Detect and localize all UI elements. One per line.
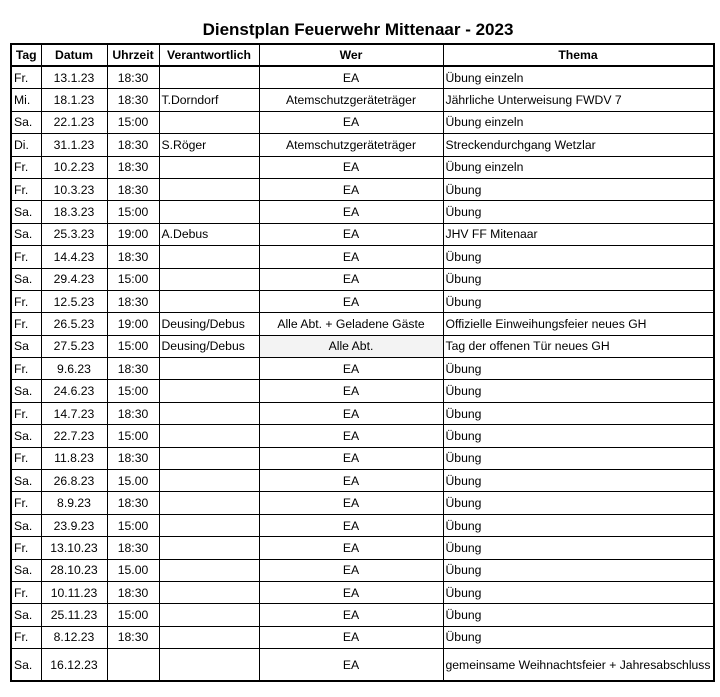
cell-thema: Übung [443,447,714,469]
cell-thema: Tag der offenen Tür neues GH [443,335,714,357]
cell-wer: EA [259,492,443,514]
cell-tag: Mi. [11,89,41,111]
cell-tag: Fr. [11,290,41,312]
cell-tag: Sa. [11,380,41,402]
cell-tag: Fr. [11,492,41,514]
cell-thema: Übung [443,537,714,559]
cell-uhrzeit: 18:30 [107,134,159,156]
cell-wer: Alle Abt. + Geladene Gäste [259,313,443,335]
cell-wer: EA [259,649,443,682]
schedule-table [10,43,715,682]
table-row [11,559,714,581]
cell-uhrzeit: 15:00 [107,604,159,626]
table-row [11,111,714,133]
table-row [11,156,714,178]
page-title: Dienstplan Feuerwehr Mittenaar - 2023 [202,20,514,39]
table-row [11,201,714,223]
cell-thema: Übung [443,178,714,200]
header-tag: Tag [11,44,41,66]
cell-thema: Übung [443,402,714,424]
cell-tag: Sa. [11,470,41,492]
cell-datum: 8.9.23 [41,492,107,514]
table-row [11,470,714,492]
cell-tag: Fr. [11,447,41,469]
cell-wer: Alle Abt. [259,335,443,357]
cell-datum: 10.2.23 [41,156,107,178]
cell-datum: 25.3.23 [41,223,107,245]
cell-uhrzeit: 18:30 [107,492,159,514]
header-row [11,44,714,66]
cell-wer: EA [259,178,443,200]
cell-tag: Sa. [11,649,41,682]
cell-wer: EA [259,537,443,559]
table-row [11,626,714,648]
header-wer: Wer [259,44,443,66]
cell-datum: 16.12.23 [41,649,107,682]
cell-verantwortlich [159,626,259,648]
cell-tag: Fr. [11,358,41,380]
cell-wer: Atemschutzgeräteträger [259,89,443,111]
cell-datum: 24.6.23 [41,380,107,402]
cell-wer: EA [259,514,443,536]
cell-verantwortlich [159,380,259,402]
cell-verantwortlich: A.Debus [159,223,259,245]
cell-tag: Fr. [11,66,41,89]
cell-wer: EA [259,425,443,447]
cell-wer: EA [259,223,443,245]
cell-datum: 25.11.23 [41,604,107,626]
cell-tag: Fr. [11,156,41,178]
header-datum: Datum [41,44,107,66]
cell-datum: 27.5.23 [41,335,107,357]
cell-wer: EA [259,290,443,312]
cell-uhrzeit: 18:30 [107,178,159,200]
cell-uhrzeit: 15:00 [107,335,159,357]
cell-uhrzeit: 18:30 [107,156,159,178]
cell-wer: EA [259,66,443,89]
cell-verantwortlich [159,447,259,469]
cell-thema: Übung [443,604,714,626]
cell-datum: 13.10.23 [41,537,107,559]
cell-uhrzeit: 18:30 [107,358,159,380]
cell-thema: Jährliche Unterweisung FWDV 7 [443,89,714,111]
cell-verantwortlich [159,559,259,581]
cell-uhrzeit: 15:00 [107,514,159,536]
cell-wer: EA [259,380,443,402]
cell-thema: Übung einzeln [443,156,714,178]
cell-verantwortlich [159,402,259,424]
cell-datum: 18.3.23 [41,201,107,223]
cell-verantwortlich [159,178,259,200]
cell-datum: 31.1.23 [41,134,107,156]
cell-uhrzeit: 18:30 [107,537,159,559]
cell-thema: Übung [443,358,714,380]
table-row [11,246,714,268]
cell-datum: 18.1.23 [41,89,107,111]
cell-tag: Fr. [11,402,41,424]
cell-verantwortlich [159,290,259,312]
cell-thema: Übung [443,268,714,290]
cell-verantwortlich [159,581,259,603]
cell-datum: 28.10.23 [41,559,107,581]
cell-datum: 14.7.23 [41,402,107,424]
table-row [11,514,714,536]
cell-tag: Sa. [11,559,41,581]
cell-datum: 13.1.23 [41,66,107,89]
cell-wer: EA [259,201,443,223]
cell-tag: Sa. [11,425,41,447]
cell-thema: Übung [443,514,714,536]
table-row [11,380,714,402]
cell-tag: Sa. [11,514,41,536]
cell-wer: EA [259,470,443,492]
cell-uhrzeit: 18:30 [107,66,159,89]
cell-tag: Fr. [11,581,41,603]
table-row [11,268,714,290]
cell-wer: EA [259,246,443,268]
table-row [11,649,714,682]
cell-thema: Übung [443,425,714,447]
cell-tag: Fr. [11,178,41,200]
table-row [11,223,714,245]
cell-datum: 23.9.23 [41,514,107,536]
cell-datum: 29.4.23 [41,268,107,290]
cell-tag: Fr. [11,537,41,559]
cell-datum: 12.5.23 [41,290,107,312]
cell-thema: gemeinsame Weihnachtsfeier + Jahresabschluss [443,649,714,682]
cell-thema: Übung [443,470,714,492]
cell-uhrzeit: 18:30 [107,246,159,268]
cell-thema: Übung [443,559,714,581]
cell-wer: EA [259,268,443,290]
cell-wer: EA [259,111,443,133]
header-verantwortlich: Verantwortlich [159,44,259,66]
table-row [11,313,714,335]
table-row [11,447,714,469]
cell-verantwortlich [159,425,259,447]
cell-thema: Übung [443,246,714,268]
table-row [11,134,714,156]
cell-datum: 22.1.23 [41,111,107,133]
cell-verantwortlich [159,537,259,559]
table-row [11,290,714,312]
cell-thema: Übung [443,201,714,223]
cell-thema: Übung einzeln [443,66,714,89]
cell-thema: Streckendurchgang Wetzlar [443,134,714,156]
cell-uhrzeit: 18:30 [107,89,159,111]
table-row [11,89,714,111]
cell-uhrzeit: 19:00 [107,313,159,335]
header-thema: Thema [443,44,714,66]
cell-uhrzeit: 15:00 [107,380,159,402]
cell-thema: Übung einzeln [443,111,714,133]
cell-verantwortlich [159,649,259,682]
table-row [11,537,714,559]
cell-wer: Atemschutzgeräteträger [259,134,443,156]
table-row [11,425,714,447]
cell-tag: Sa. [11,223,41,245]
cell-uhrzeit: 18:30 [107,626,159,648]
cell-tag: Sa [11,335,41,357]
table-row [11,335,714,357]
cell-verantwortlich: T.Dorndorf [159,89,259,111]
cell-thema: Offizielle Einweihungsfeier neues GH [443,313,714,335]
cell-verantwortlich [159,111,259,133]
cell-uhrzeit: 19:00 [107,223,159,245]
cell-thema: Übung [443,581,714,603]
cell-thema: Übung [443,380,714,402]
cell-verantwortlich [159,156,259,178]
cell-uhrzeit: 15.00 [107,559,159,581]
cell-tag: Sa. [11,201,41,223]
cell-verantwortlich [159,514,259,536]
cell-datum: 10.3.23 [41,178,107,200]
cell-thema: Übung [443,626,714,648]
cell-tag: Sa. [11,111,41,133]
cell-datum: 9.6.23 [41,358,107,380]
cell-verantwortlich [159,604,259,626]
cell-verantwortlich [159,492,259,514]
cell-verantwortlich: S.Röger [159,134,259,156]
cell-verantwortlich: Deusing/Debus [159,335,259,357]
table-row [11,66,714,89]
cell-tag: Sa. [11,604,41,626]
cell-datum: 26.8.23 [41,470,107,492]
cell-datum: 11.8.23 [41,447,107,469]
cell-verantwortlich: Deusing/Debus [159,313,259,335]
cell-thema: Übung [443,290,714,312]
cell-verantwortlich [159,66,259,89]
cell-uhrzeit: 18:30 [107,447,159,469]
cell-uhrzeit: 15:00 [107,425,159,447]
cell-uhrzeit: 15:00 [107,111,159,133]
cell-wer: EA [259,626,443,648]
cell-datum: 22.7.23 [41,425,107,447]
table-row [11,492,714,514]
cell-datum: 26.5.23 [41,313,107,335]
header-uhrzeit: Uhrzeit [107,44,159,66]
cell-uhrzeit: 15.00 [107,470,159,492]
cell-wer: EA [259,581,443,603]
table-row [11,402,714,424]
cell-tag: Fr. [11,246,41,268]
cell-uhrzeit: 15:00 [107,268,159,290]
cell-wer: EA [259,559,443,581]
cell-wer: EA [259,447,443,469]
cell-verantwortlich [159,470,259,492]
cell-uhrzeit: 18:30 [107,290,159,312]
cell-verantwortlich [159,358,259,380]
cell-datum: 8.12.23 [41,626,107,648]
cell-datum: 10.11.23 [41,581,107,603]
cell-uhrzeit [107,649,159,682]
table-row [11,604,714,626]
cell-verantwortlich [159,201,259,223]
cell-wer: EA [259,156,443,178]
cell-tag: Fr. [11,626,41,648]
cell-tag: Fr. [11,313,41,335]
cell-uhrzeit: 18:30 [107,581,159,603]
cell-wer: EA [259,358,443,380]
cell-wer: EA [259,604,443,626]
table-row [11,581,714,603]
cell-verantwortlich [159,268,259,290]
cell-tag: Sa. [11,268,41,290]
cell-thema: JHV FF Mitenaar [443,223,714,245]
cell-datum: 14.4.23 [41,246,107,268]
cell-uhrzeit: 15:00 [107,201,159,223]
cell-wer: EA [259,402,443,424]
cell-thema: Übung [443,492,714,514]
table-row [11,358,714,380]
table-body [11,66,714,681]
cell-uhrzeit: 18:30 [107,402,159,424]
cell-tag: Di. [11,134,41,156]
table-row [11,178,714,200]
cell-verantwortlich [159,246,259,268]
